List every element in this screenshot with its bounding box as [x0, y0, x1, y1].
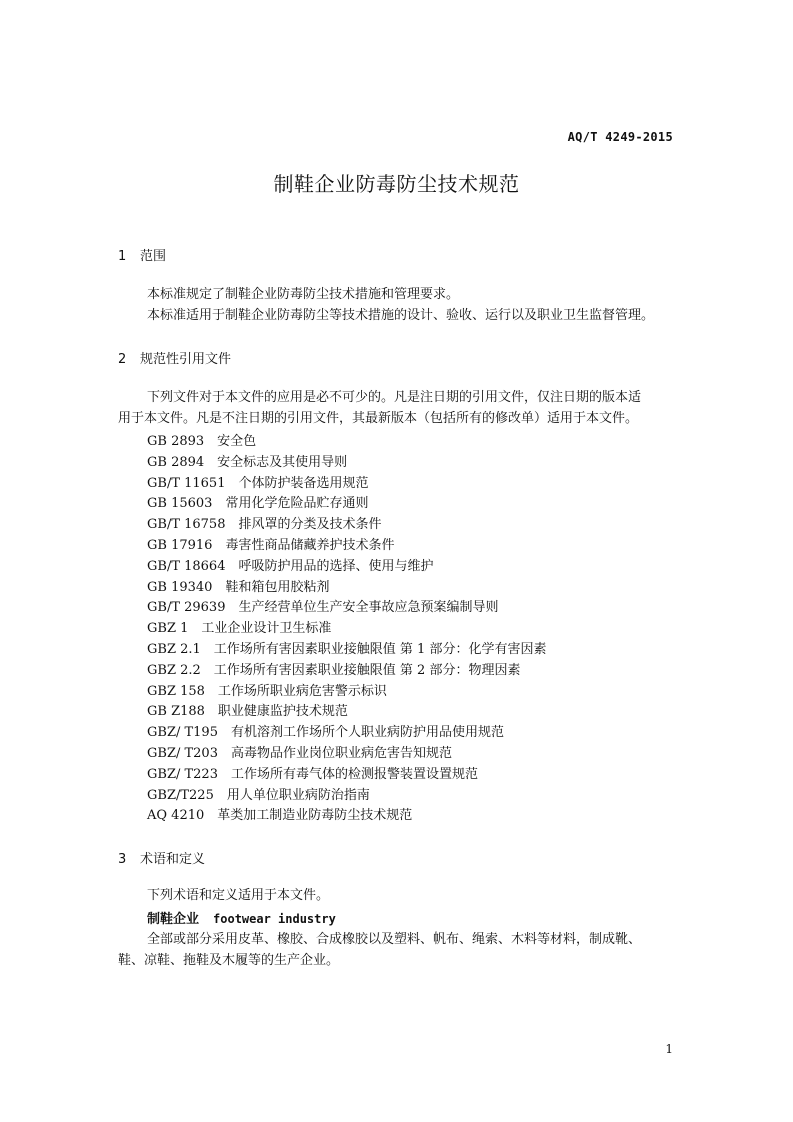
reference-title: 职业健康监护技术规范	[217, 704, 348, 720]
section-2-heading	[118, 348, 231, 367]
reference-spacer	[218, 746, 231, 761]
section-number: 1	[118, 249, 127, 264]
scope-paragraph-1: 本标准规定了制鞋企业防毒防尘技术措施和管理要求。	[147, 287, 460, 302]
references-intro-line-1: 下列文件对于本文件的应用是必不可少的。凡是注日期的引用文件，仅注日期的版本适	[147, 390, 642, 405]
section-title: 范围	[140, 249, 167, 264]
reference-spacer	[218, 767, 231, 782]
reference-spacer	[225, 476, 238, 491]
reference-title: 呼吸防护用品的选择、使用与维护	[238, 558, 434, 574]
reference-code: GB 19340	[147, 579, 213, 595]
reference-code: GBZ/T225	[147, 787, 214, 803]
reference-spacer	[204, 434, 217, 449]
reference-title: 安全标志及其使用导则	[217, 454, 348, 470]
reference-item	[147, 492, 368, 511]
reference-code: GBZ 2.1	[147, 642, 201, 657]
reference-code: GBZ 158	[147, 683, 205, 699]
reference-code: GB/T 11651	[147, 475, 226, 491]
reference-title: 革类加工制造业防毒防尘技术规范	[217, 808, 413, 824]
reference-spacer	[212, 580, 225, 595]
reference-item	[147, 784, 370, 803]
reference-item	[147, 451, 347, 470]
reference-item	[147, 534, 394, 553]
reference-spacer	[204, 455, 217, 470]
reference-item	[147, 472, 369, 491]
reference-title: 高毒物品作业岗位职业病危害告知规范	[230, 746, 452, 761]
section-number: 2	[118, 352, 127, 367]
reference-code: GB/T 18664	[147, 558, 226, 574]
terms-intro: 下列术语和定义适用于本文件。	[147, 888, 330, 903]
reference-title: 毒害性商品储藏养护技术条件	[225, 538, 395, 553]
reference-title: 生产经营单位生产安全事故应急预案编制导则	[238, 600, 499, 616]
reference-title: 工作场所有害因素职业接触限值 第 2 部分：物理因素	[213, 662, 521, 678]
reference-item	[147, 576, 329, 595]
reference-spacer	[214, 788, 227, 803]
document-title: 制鞋企业防毒防尘技术规范	[273, 172, 520, 196]
reference-item	[147, 513, 382, 532]
standard-code: AQ/T 4249-2015	[567, 130, 673, 144]
reference-code: GBZ 1	[147, 621, 189, 637]
reference-code: GB 17916	[147, 538, 213, 553]
section-3-heading	[118, 848, 205, 867]
term-definition-line-2: 鞋、凉鞋、拖鞋及木履等的生产企业。	[118, 953, 340, 968]
reference-spacer	[204, 808, 217, 823]
reference-code: GBZ/ T223	[147, 766, 218, 782]
reference-code: GB 15603	[147, 496, 213, 512]
reference-title: 鞋和箱包用胶粘剂	[225, 579, 330, 595]
reference-title: 个体防护装备选用规范	[238, 475, 369, 491]
term-english: footwear industry	[213, 912, 336, 926]
reference-title: 常用化学危险品贮存通则	[225, 496, 369, 512]
reference-spacer	[201, 642, 214, 657]
reference-code: GB 2893	[147, 434, 205, 449]
term-definition-line-1: 全部或部分采用皮革、橡胶、合成橡胶以及塑料、帆布、绳索、木料等材料，制成靴、	[147, 932, 642, 947]
reference-code: AQ 4210	[147, 808, 205, 824]
reference-item	[147, 617, 331, 636]
reference-item	[147, 680, 387, 699]
reference-title: 工业企业设计卫生标准	[201, 621, 332, 637]
section-1-heading	[118, 245, 166, 264]
reference-code: GB 2894	[147, 454, 205, 470]
reference-title: 工作场所职业病危害警示标识	[217, 683, 387, 699]
scope-paragraph-2: 本标准适用于制鞋企业防毒防尘等技术措施的设计、验收、运行以及职业卫生监督管理。	[147, 308, 655, 323]
reference-code: GB Z188	[147, 704, 205, 720]
reference-title: 用人单位职业病防治指南	[226, 787, 370, 803]
reference-spacer	[212, 538, 225, 553]
reference-item	[147, 659, 520, 678]
reference-title: 工作场所有毒气体的检测报警装置设置规范	[230, 766, 478, 782]
reference-title: 有机溶剂工作场所个人职业病防护用品使用规范	[230, 725, 504, 741]
page-number: 1	[665, 1042, 673, 1056]
reference-code: GBZ/ T203	[147, 746, 218, 761]
reference-spacer	[201, 663, 214, 678]
reference-item	[147, 804, 412, 823]
reference-item	[147, 742, 452, 761]
reference-title: 工作场所有害因素职业接触限值 第 1 部分：化学有害因素	[213, 642, 547, 657]
reference-spacer	[225, 559, 238, 574]
section-title: 规范性引用文件	[140, 352, 232, 367]
section-number: 3	[118, 852, 127, 867]
reference-item	[147, 430, 256, 449]
reference-spacer	[225, 600, 238, 615]
references-intro-line-2: 用于本文件。凡是不注日期的引用文件，其最新版本（包括所有的修改单）适用于本文件。	[118, 411, 639, 426]
reference-item	[147, 638, 546, 657]
reference-spacer	[205, 684, 218, 699]
reference-spacer	[212, 496, 225, 511]
reference-code: GBZ 2.2	[147, 662, 201, 678]
reference-title: 排风罩的分类及技术条件	[238, 517, 382, 533]
section-title: 术语和定义	[140, 852, 206, 867]
reference-item	[147, 763, 478, 782]
reference-item	[147, 721, 504, 740]
reference-spacer	[218, 725, 231, 740]
reference-spacer	[188, 621, 201, 636]
reference-code: GBZ/ T195	[147, 725, 218, 741]
reference-spacer	[225, 517, 238, 532]
reference-item	[147, 555, 434, 574]
reference-code: GB/T 29639	[147, 600, 226, 616]
reference-code: GB/T 16758	[147, 517, 226, 533]
term-chinese: 制鞋企业	[147, 912, 200, 927]
reference-item	[147, 596, 499, 615]
reference-item	[147, 700, 348, 719]
reference-title: 安全色	[217, 434, 257, 449]
reference-spacer	[205, 704, 218, 719]
term-entry	[147, 908, 336, 927]
